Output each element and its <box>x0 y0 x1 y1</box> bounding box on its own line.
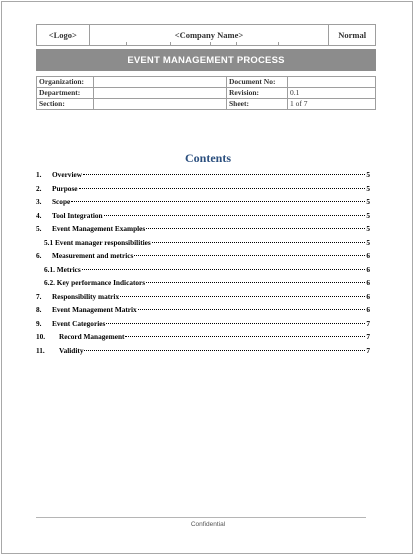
toc-item-page: 5 <box>366 224 370 233</box>
toc-leader <box>138 309 366 310</box>
toc-item-page: 6 <box>366 305 370 314</box>
toc-leader <box>134 255 365 256</box>
toc-item-page: 5 <box>366 210 370 220</box>
toc-item-number: 8. <box>36 305 42 314</box>
sheet-label: Sheet: <box>227 99 288 110</box>
toc-item-page: 6 <box>366 251 370 260</box>
organization-label: Organization: <box>37 77 94 88</box>
toc-item[interactable] <box>36 211 370 225</box>
toc-item-label: 6.2. Key performance Indicators <box>44 278 146 287</box>
toc-leader <box>146 282 365 283</box>
toc-leader <box>84 350 365 351</box>
revision-label: Revision: <box>227 88 288 99</box>
document-title: EVENT MANAGEMENT PROCESS <box>36 49 376 71</box>
toc-item-page: 7 <box>366 345 370 355</box>
section-value <box>94 99 227 110</box>
toc-item[interactable] <box>36 292 370 306</box>
company-name <box>90 25 330 45</box>
toc-item-number: 7. <box>36 291 42 301</box>
department-value <box>94 88 227 99</box>
toc-item-number: 10. <box>36 332 46 341</box>
toc-item-label: Scope <box>52 197 71 206</box>
toc-item-number: 5. <box>36 224 42 233</box>
toc-leader <box>104 215 366 216</box>
toc-leader <box>71 201 365 202</box>
toc-item-label: Responsibility matrix <box>52 291 120 301</box>
toc-item-label: 6.1. Metrics <box>44 264 81 274</box>
toc-leader <box>106 323 365 324</box>
toc-subitem[interactable] <box>36 265 370 279</box>
toc-item[interactable] <box>36 305 370 319</box>
toc-item-page: 6 <box>366 291 370 301</box>
toc-item-label: Record Management <box>59 332 125 341</box>
toc-item-page: 7 <box>366 332 370 341</box>
toc-item-label: Validity <box>59 345 84 355</box>
toc-item-number: 11. <box>36 345 45 355</box>
toc-item-label: Purpose <box>52 183 78 193</box>
toc-item-number: 4. <box>36 210 42 220</box>
revision-value: 0.1 <box>288 88 376 99</box>
toc-item[interactable] <box>36 224 370 238</box>
footer-divider <box>36 517 366 518</box>
info-row <box>37 99 376 110</box>
toc-subitem[interactable] <box>36 278 370 292</box>
document-header <box>36 24 376 46</box>
footer-confidential: Confidential <box>190 521 226 528</box>
info-row <box>37 77 376 88</box>
toc-item-page: 5 <box>366 197 370 206</box>
toc-item[interactable] <box>36 251 370 265</box>
toc-item-page: 6 <box>366 278 370 287</box>
toc-leader <box>83 174 365 175</box>
toc-leader <box>79 188 366 189</box>
doc-no-label: Document No: <box>227 77 288 88</box>
toc-item-label: Event Management Matrix <box>52 305 137 314</box>
toc-leader <box>152 242 366 243</box>
organization-value <box>94 77 227 88</box>
toc-leader <box>82 269 366 270</box>
toc-subitem[interactable] <box>36 238 370 252</box>
toc-item-number: 2. <box>36 183 42 193</box>
toc-item-number: 1. <box>36 170 42 179</box>
classification-label: Normal <box>338 30 367 40</box>
toc-item-page: 5 <box>366 237 370 247</box>
header-tickmarks <box>90 42 329 46</box>
company-name-text: <Company Name> <box>174 30 244 40</box>
toc-item-page: 6 <box>366 264 370 274</box>
toc-item-label: Tool Integration <box>52 210 103 220</box>
toc-item-label: Event Categories <box>52 318 106 328</box>
toc-leader <box>120 296 365 297</box>
toc-item-page: 5 <box>366 183 370 193</box>
toc-leader <box>125 336 365 337</box>
toc-item-label: 5.1 Event manager responsibilities <box>44 237 151 247</box>
toc-item[interactable] <box>36 197 370 211</box>
toc-item[interactable] <box>36 332 370 346</box>
section-label: Section: <box>37 99 94 110</box>
toc-item-number: 3. <box>36 197 42 206</box>
logo-placeholder: <Logo> <box>37 25 90 45</box>
toc-item-label: Measurement and metrics <box>52 251 134 260</box>
toc-item-label: Overview <box>52 170 82 179</box>
toc-item[interactable] <box>36 346 370 360</box>
toc-item-label: Event Management Examples <box>52 224 146 233</box>
toc-item-number: 6. <box>36 251 42 260</box>
department-label: Department: <box>37 88 94 99</box>
document-info-table <box>36 76 376 110</box>
info-row <box>37 88 376 99</box>
contents-title: Contents <box>184 151 231 165</box>
toc-item-page: 5 <box>366 170 370 179</box>
toc-item[interactable] <box>36 319 370 333</box>
table-of-contents <box>36 170 370 359</box>
toc-item-number: 9. <box>36 318 42 328</box>
toc-item[interactable] <box>36 170 370 184</box>
toc-item-page: 7 <box>366 318 370 328</box>
toc-item[interactable] <box>36 184 370 198</box>
sheet-value: 1 of 7 <box>288 99 376 110</box>
doc-no-value <box>288 77 376 88</box>
toc-leader <box>146 228 365 229</box>
